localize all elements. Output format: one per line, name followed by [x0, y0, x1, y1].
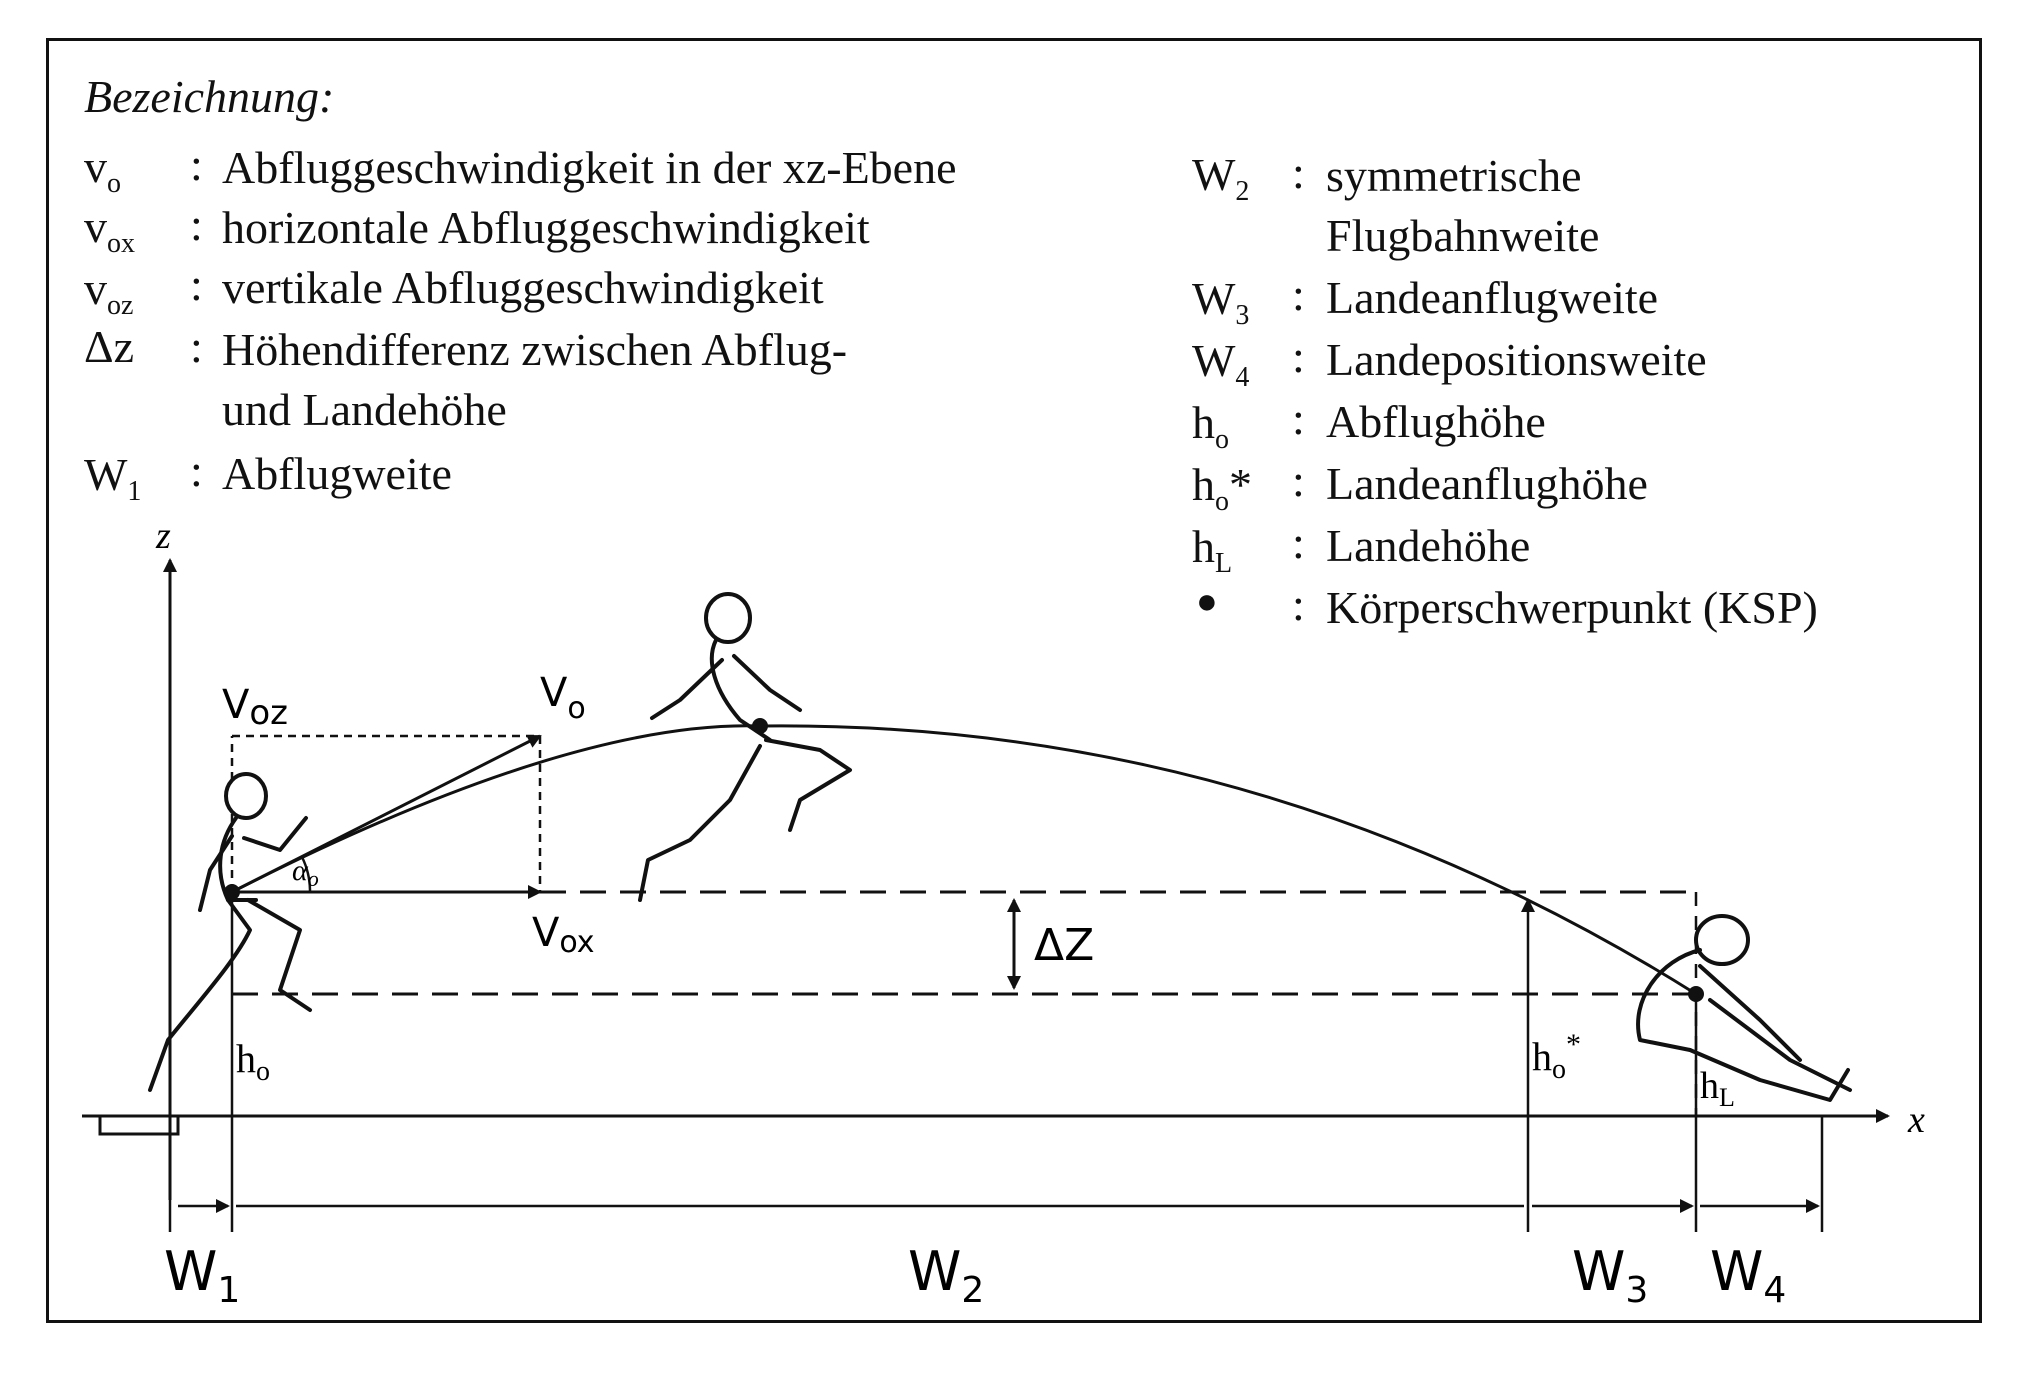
legend-text-ksp: Körperschwerpunkt (KSP) — [1326, 582, 1818, 633]
legend-symbol-w1: $W_1$ — [84, 449, 142, 508]
takeoff-board — [100, 1116, 178, 1134]
z-axis-label: z — [156, 515, 171, 557]
h-o-star-label: $h_o^*$ — [1532, 1028, 1581, 1085]
legend-text-h-l: Landehöhe — [1326, 520, 1531, 571]
legend-symbol-v-o: $v_o$ — [84, 141, 121, 200]
legend-title: Bezeichnung: — [84, 71, 335, 122]
legend-colon: : — [190, 139, 203, 190]
legend-symbol-delta-z: Δz — [84, 321, 134, 372]
legend-colon: : — [1292, 393, 1305, 444]
legend-text-v-o: Abfluggeschwindigkeit in der xz-Ebene — [222, 142, 957, 193]
legend-text-h-o-star: Landeanflughöhe — [1326, 458, 1648, 509]
ksp-dot-takeoff — [224, 884, 240, 900]
legend-symbol-w4: $W_4$ — [1192, 335, 1250, 394]
legend-colon: : — [1292, 331, 1305, 382]
athlete-landing-figure — [1638, 916, 1850, 1100]
legend-symbol-ksp-dot: ● — [1196, 581, 1218, 621]
delta-z-label: ΔZ — [1034, 920, 1095, 971]
legend-colon: : — [190, 321, 203, 372]
legend-symbol-h-o-star: $h_o*$ — [1192, 459, 1252, 518]
alpha-label: $\alpha_o$ — [292, 854, 319, 891]
legend-symbol-v-oz: $v_{oz}$ — [84, 263, 134, 322]
w3-label: $W_3$ — [1572, 1240, 1649, 1311]
legend-colon: : — [1292, 579, 1305, 630]
legend-symbol-h-l: $h_L$ — [1192, 521, 1233, 580]
athlete-takeoff-figure — [150, 774, 310, 1090]
w4-label: $W_4$ — [1710, 1240, 1787, 1311]
legend-colon: : — [190, 199, 203, 250]
legend-symbol-v-ox: $v_{ox}$ — [84, 201, 135, 260]
legend-text-v-ox: horizontale Abfluggeschwindigkeit — [222, 202, 870, 253]
legend-text-delta-z-cont: und Landehöhe — [222, 384, 507, 435]
athlete-flight-figure — [640, 594, 850, 900]
legend-text-w2-cont: Flugbahnweite — [1326, 210, 1600, 261]
legend-colon: : — [1292, 147, 1305, 198]
legend-text-w1: Abflugweite — [222, 448, 452, 499]
legend-text-w2: symmetrische — [1326, 150, 1582, 201]
legend-text-w4: Landepositionsweite — [1326, 334, 1707, 385]
legend-text-w3: Landeanflugweite — [1326, 272, 1659, 323]
flight-trajectory — [232, 726, 1696, 994]
w2-label: $W_2$ — [908, 1240, 985, 1311]
legend-colon: : — [190, 259, 203, 310]
legend-colon: : — [1292, 455, 1305, 506]
legend-symbol-w3: $W_3$ — [1192, 273, 1250, 332]
legend-colon: : — [1292, 517, 1305, 568]
legend-text-delta-z: Höhendifferenz zwischen Abflug- — [222, 324, 848, 375]
legend-symbol-h-o: $h_o$ — [1192, 397, 1229, 456]
legend-colon: : — [190, 445, 203, 496]
legend-colon: : — [1292, 269, 1305, 320]
v-o-arrow — [232, 736, 540, 892]
legend-symbol-w2: $W_2$ — [1192, 149, 1250, 208]
v-ox-label: Vox — [532, 910, 595, 960]
w1-label: $W_1$ — [164, 1240, 241, 1311]
v-o-label: $V_o$ — [540, 670, 586, 726]
legend-text-v-oz: vertikale Abfluggeschwindigkeit — [222, 262, 824, 313]
h-l-label: $h_L$ — [1700, 1065, 1735, 1112]
ksp-dot-landing — [1688, 986, 1704, 1002]
v-oz-label: Voz — [222, 682, 289, 733]
legend-text-h-o: Abflughöhe — [1326, 396, 1546, 447]
x-axis-label: x — [1908, 1099, 1925, 1141]
ksp-dot-flight — [752, 718, 768, 734]
h-o-label: $h_o$ — [236, 1036, 270, 1087]
